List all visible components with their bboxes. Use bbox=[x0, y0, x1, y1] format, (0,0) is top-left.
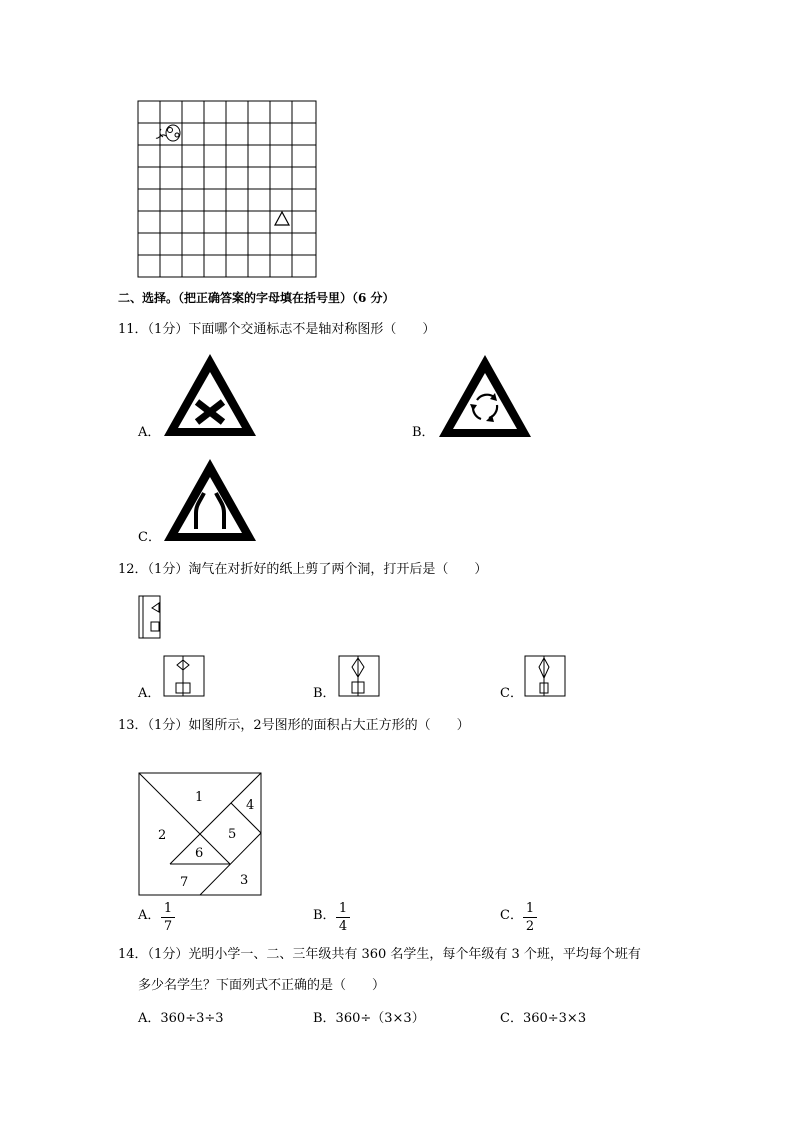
tangram-label-5: 5 bbox=[228, 827, 237, 842]
fraction-numerator: 1 bbox=[338, 901, 348, 916]
fraction-numerator: 1 bbox=[163, 901, 173, 916]
q14-option-a[interactable]: A．360÷3÷3 bbox=[138, 1011, 224, 1026]
q13-option-b-fraction bbox=[336, 902, 350, 933]
question-14-stem-line-1: 14．（1分）光明小学一、二、三年级共有 360 名学生，每个年级有 3 个班，平均每个班有 bbox=[118, 947, 641, 962]
q14-option-c[interactable]: C．360÷3×3 bbox=[500, 1011, 587, 1026]
fraction-bar bbox=[523, 917, 537, 918]
q12-option-a-label[interactable]: A． bbox=[138, 686, 161, 701]
q12-option-c-label[interactable]: C． bbox=[500, 686, 523, 701]
fraction-denominator: 4 bbox=[338, 919, 348, 934]
tangram-label-4: 4 bbox=[246, 798, 255, 813]
fraction-bar bbox=[161, 917, 175, 918]
tangram-label-6: 6 bbox=[195, 846, 204, 861]
q14-option-b[interactable]: B．360÷（3×3） bbox=[313, 1011, 425, 1026]
q13-option-c-label[interactable]: C． bbox=[500, 908, 523, 923]
sign-crossroads-icon bbox=[162, 352, 258, 438]
q13-option-b-label[interactable]: B． bbox=[313, 908, 336, 923]
tangram-label-2: 2 bbox=[158, 828, 167, 843]
fraction-denominator: 2 bbox=[525, 919, 535, 934]
tangram-label-1: 1 bbox=[195, 790, 204, 805]
q11-option-a-label[interactable]: A． bbox=[138, 425, 161, 440]
q12-option-a-figure bbox=[163, 655, 205, 697]
q13-option-c-fraction bbox=[523, 902, 537, 933]
tangram-label-3: 3 bbox=[240, 873, 249, 888]
q12-option-b-label[interactable]: B． bbox=[313, 686, 336, 701]
question-14-stem-line-2: 多少名学生？下面列式不正确的是（ ） bbox=[138, 978, 386, 993]
sign-narrow-road-icon bbox=[162, 457, 258, 543]
sign-roundabout-icon bbox=[437, 353, 533, 439]
tangram-label-7: 7 bbox=[180, 875, 189, 890]
q11-option-c-label[interactable]: C． bbox=[138, 530, 161, 545]
folded-paper-figure bbox=[138, 595, 162, 639]
triangle-icon bbox=[275, 212, 289, 225]
q13-option-a-label[interactable]: A． bbox=[138, 908, 161, 923]
q12-option-b-figure bbox=[338, 655, 380, 697]
question-11-stem: 11．（1分）下面哪个交通标志不是轴对称图形（ ） bbox=[118, 322, 436, 337]
q13-option-a-fraction bbox=[161, 902, 175, 933]
fraction-numerator: 1 bbox=[525, 901, 535, 916]
fraction-bar bbox=[336, 917, 350, 918]
coordinate-grid bbox=[137, 100, 317, 278]
fraction-denominator: 7 bbox=[163, 919, 173, 934]
question-12-stem: 12．（1分）淘气在对折好的纸上剪了两个洞，打开后是（ ） bbox=[118, 562, 488, 577]
q11-option-b-label[interactable]: B． bbox=[412, 425, 435, 440]
question-13-stem: 13．（1分）如图所示，2号图形的面积占大正方形的（ ） bbox=[118, 718, 470, 733]
q12-option-c-figure bbox=[524, 655, 566, 697]
section-title: 二、选择。（把正确答案的字母填在括号里）（6 分） bbox=[118, 291, 395, 305]
